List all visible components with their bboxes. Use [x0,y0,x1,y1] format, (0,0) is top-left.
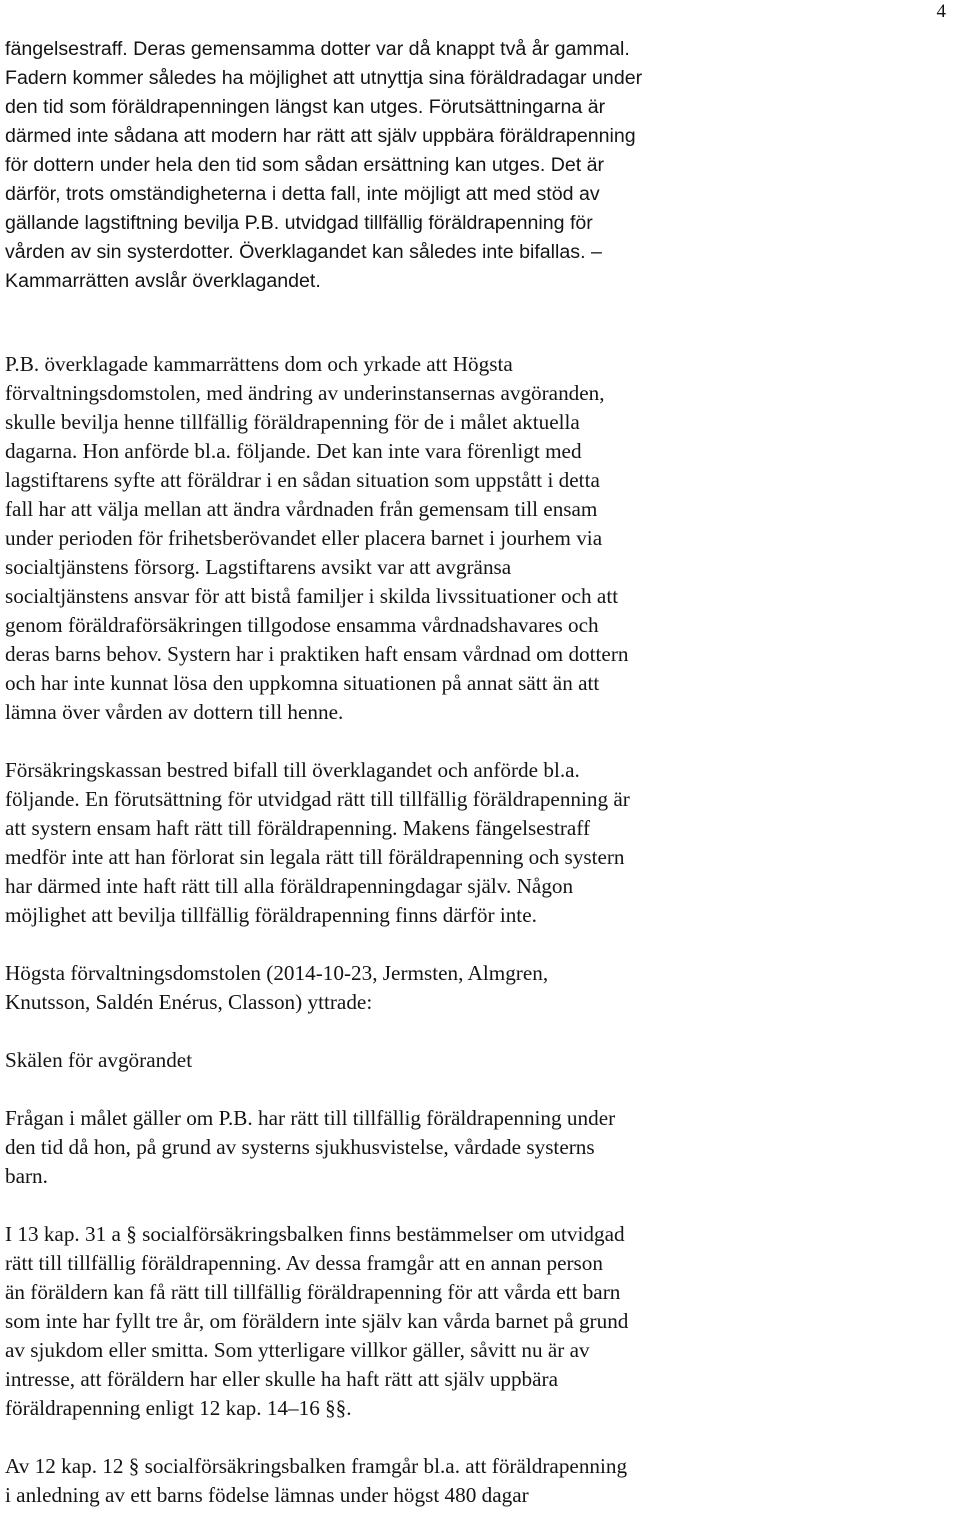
section-heading [5,1046,953,1075]
text-line: fängelsestraff. Deras gemensamma dotter var då knappt två år gammal. [5,38,630,60]
text-line: medför inte att han förlorat sin legala rätt till föräldrapenning och systern [5,845,625,869]
text-line: lagstiftarens syfte att föräldrar i en sådan situation som uppstått i detta [5,468,600,492]
text-line: att systern ensam haft rätt till föräldrapenning. Makens fängelsestraff [5,816,591,840]
text-line: under perioden för frihetsberövandet eller placera barnet i jourhem via [5,526,603,550]
text-line: Av 12 kap. 12 § socialförsäkringsbalken framgår bl.a. att föräldrapenning [5,1454,628,1478]
paragraph-kammarratten-reasoning [5,35,953,296]
text-line: Högsta förvaltningsdomstolen (2014-10-23, Jermsten, Almgren, [5,961,549,985]
page-number: 4 [936,1,946,22]
text-line: P.B. överklagade kammarrättens dom och yrkade att Högsta [5,352,513,376]
text-line: den tid som föräldrapenningen längst kan utges. Förutsättningarna är [5,96,606,118]
text-line: socialtjänstens ansvar för att bistå familjer i skilda livssituationer och att [5,584,619,608]
text-line: i anledning av ett barns födelse lämnas under högst 480 dagar [5,1483,529,1507]
text-line: Kammarrätten avslår överklagandet. [5,270,321,292]
paragraph-legal-provisions [5,1220,953,1423]
paragraph-forsakringskassan [5,756,953,930]
text-line: som inte har fyllt tre år, om föräldern inte själv kan vårda barnet på grund [5,1309,629,1333]
text-line: socialtjänstens försorg. Lagstiftarens avsikt var att avgränsa [5,555,512,579]
text-line: fall har att välja mellan att ändra vårdnaden från gemensam till ensam [5,497,598,521]
paragraph-question [5,1104,953,1191]
text-line: därmed inte sådana att modern har rätt att själv uppbära föräldrapenning [5,125,636,147]
paragraph-court-composition [5,959,953,1017]
paragraph-parental-benefit-days [5,1452,953,1510]
text-line: har därmed inte haft rätt till alla föräldrapenningdagar själv. Någon [5,874,574,898]
text-line: Frågan i målet gäller om P.B. har rätt till tillfällig föräldrapenning under [5,1106,616,1130]
text-line: därför, trots omständigheterna i detta fall, inte möjligt att med stöd av [5,183,600,205]
text-line: Knutsson, Saldén Enérus, Classon) yttrade: [5,990,373,1014]
text-line: vården av sin systerdotter. Överklagandet kan således inte bifallas. – [5,241,602,263]
text-line: skulle bevilja henne tillfällig föräldrapenning för de i målet aktuella [5,410,580,434]
document-body [5,35,953,1510]
text-line: deras barns behov. Systern har i praktiken haft ensam vårdnad om dottern [5,642,629,666]
text-line: rätt till tillfällig föräldrapenning. Av dessa framgår att en annan person [5,1251,603,1275]
text-line: barn. [5,1164,48,1188]
text-line: möjlighet att bevilja tillfällig föräldrapenning finns därför inte. [5,903,537,927]
paragraph-appeal [5,350,953,727]
text-line: dagarna. Hon anförde bl.a. följande. Det kan inte vara förenligt med [5,439,582,463]
text-line: föräldrapenning enligt 12 kap. 14–16 §§. [5,1396,352,1420]
heading-text: Skälen för avgörandet [5,1048,193,1072]
text-line: intresse, att föräldern har eller skulle ha haft rätt att själv uppbära [5,1367,559,1391]
text-line: och har inte kunnat lösa den uppkomna situationen på annat sätt än att [5,671,600,695]
text-line: genom föräldraförsäkringen tillgodose ensamma vårdnadshavares och [5,613,599,637]
text-line: lämna över vården av dottern till henne. [5,700,344,724]
text-line: gällande lagstiftning bevilja P.B. utvidgad tillfällig föräldrapenning för [5,212,593,234]
text-line: följande. En förutsättning för utvidgad rätt till tillfällig föräldrapenning är [5,787,630,811]
text-line: Fadern kommer således ha möjlighet att utnyttja sina föräldradagar under [5,67,643,89]
text-line: än föräldern kan få rätt till tillfällig föräldrapenning för att vårda ett barn [5,1280,621,1304]
text-line: förvaltningsdomstolen, med ändring av underinstansernas avgöranden, [5,381,605,405]
text-line: Försäkringskassan bestred bifall till överklagandet och anförde bl.a. [5,758,580,782]
text-line: för dottern under hela den tid som sådan ersättning kan utges. Det är [5,154,605,176]
text-line: av sjukdom eller smitta. Som ytterligare villkor gäller, såvitt nu är av [5,1338,590,1362]
text-line: I 13 kap. 31 a § socialförsäkringsbalken finns bestämmelser om utvidgad [5,1222,625,1246]
text-line: den tid då hon, på grund av systerns sjukhusvistelse, vårdade systerns [5,1135,595,1159]
